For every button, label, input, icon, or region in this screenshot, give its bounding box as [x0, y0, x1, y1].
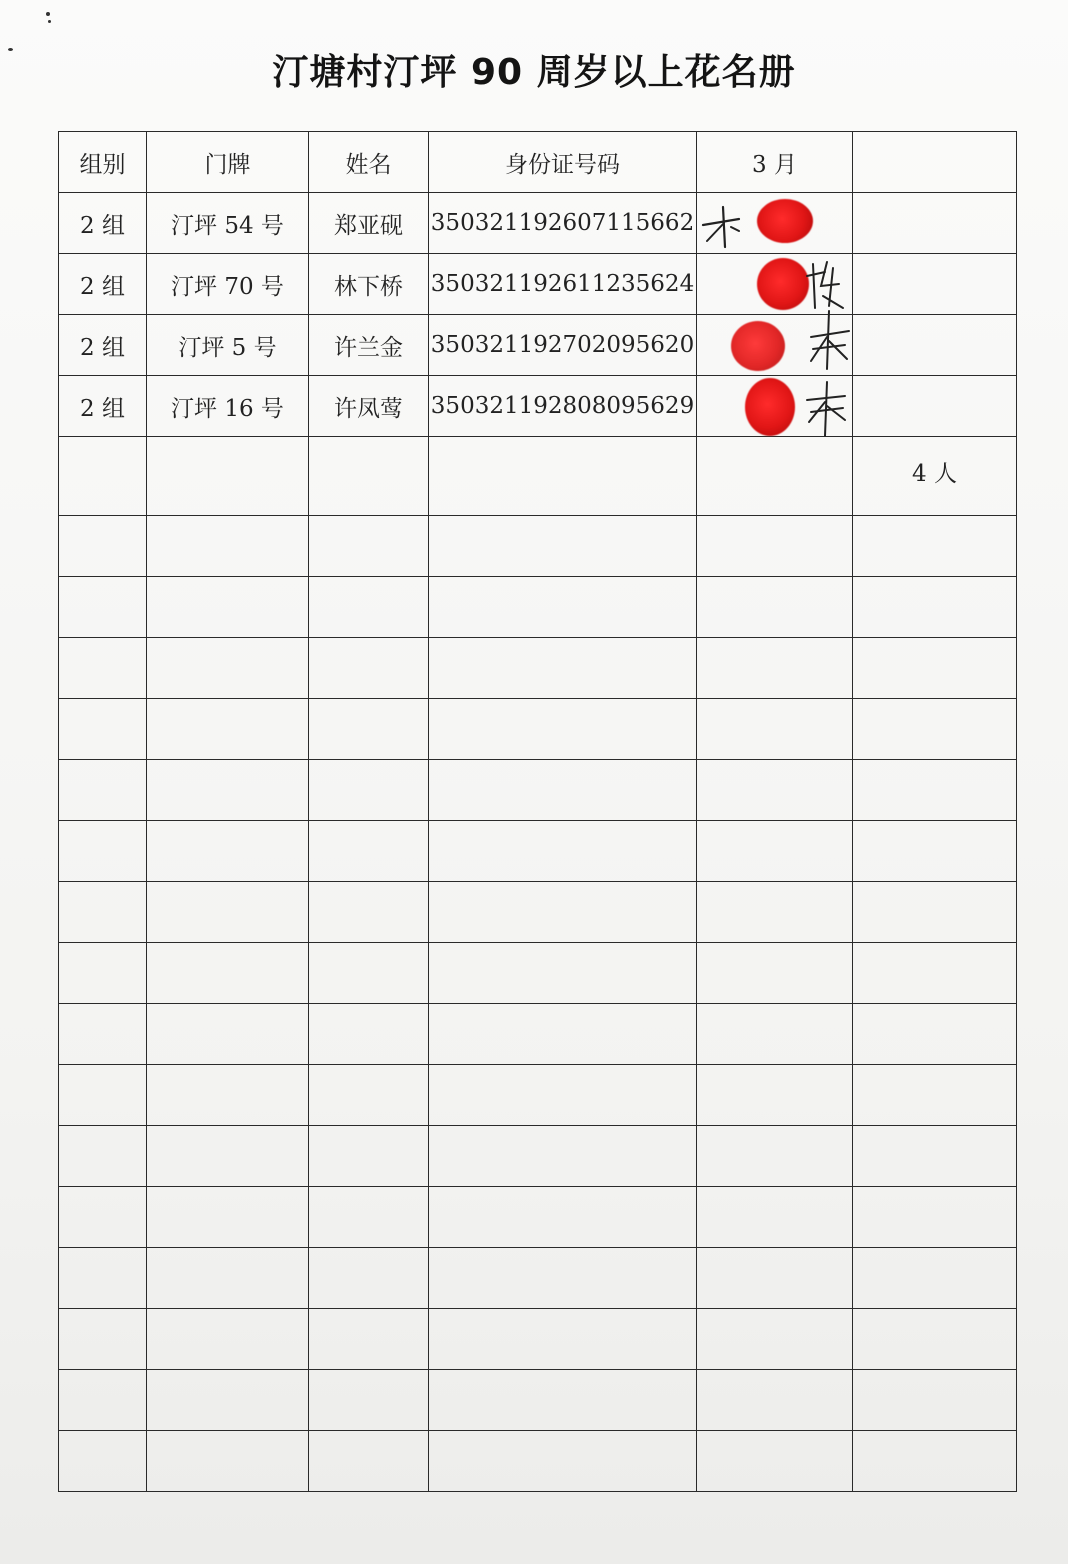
cell-name	[309, 437, 429, 516]
cell-signature	[697, 437, 853, 516]
cell-group	[59, 699, 147, 760]
cell-door	[147, 821, 309, 882]
cell-name	[309, 1126, 429, 1187]
cell-extra	[853, 315, 1017, 376]
handwritten-signature	[805, 307, 855, 373]
table-row	[59, 376, 1017, 437]
cell-id-number	[429, 577, 697, 638]
cell-name	[309, 1065, 429, 1126]
roster-table	[58, 131, 1017, 1492]
cell-group	[59, 638, 147, 699]
cell-door: 汀坪 5 号	[147, 315, 309, 376]
cell-name	[309, 1248, 429, 1309]
cell-group	[59, 1126, 147, 1187]
header-door: 门牌	[147, 132, 309, 193]
cell-group	[59, 882, 147, 943]
paper-mark	[48, 20, 51, 23]
cell-extra	[853, 577, 1017, 638]
cell-group	[59, 577, 147, 638]
cell-door	[147, 1187, 309, 1248]
cell-signature	[697, 1126, 853, 1187]
cell-extra	[853, 516, 1017, 577]
cell-group	[59, 1370, 147, 1431]
cell-id-number: 350321192607115662	[429, 193, 697, 254]
cell-door	[147, 882, 309, 943]
cell-group	[59, 1065, 147, 1126]
header-name: 姓名	[309, 132, 429, 193]
cell-door: 汀坪 16 号	[147, 376, 309, 437]
table-row	[59, 437, 1017, 516]
cell-id-number	[429, 1370, 697, 1431]
table-row	[59, 516, 1017, 577]
table-row	[59, 882, 1017, 943]
cell-signature	[697, 699, 853, 760]
cell-signature	[697, 577, 853, 638]
cell-name	[309, 821, 429, 882]
cell-group	[59, 760, 147, 821]
cell-id-number	[429, 1004, 697, 1065]
cell-name	[309, 577, 429, 638]
page-title: 汀塘村汀坪 90 周岁以上花名册	[272, 52, 796, 93]
cell-extra	[853, 376, 1017, 437]
cell-door	[147, 437, 309, 516]
cell-signature	[697, 1004, 853, 1065]
cell-extra	[853, 1126, 1017, 1187]
handwritten-signature	[801, 378, 851, 438]
table-row	[59, 577, 1017, 638]
cell-name	[309, 760, 429, 821]
cell-extra	[853, 1370, 1017, 1431]
table-row	[59, 1431, 1017, 1492]
cell-extra	[853, 1431, 1017, 1492]
cell-signature	[697, 1248, 853, 1309]
table-row	[59, 760, 1017, 821]
cell-id-number	[429, 821, 697, 882]
cell-door	[147, 1004, 309, 1065]
header-month: 3 月	[697, 132, 853, 193]
table-row	[59, 315, 1017, 376]
cell-id-number: 350321192611235624	[429, 254, 697, 315]
table-row	[59, 1248, 1017, 1309]
cell-door	[147, 1431, 309, 1492]
cell-name	[309, 1004, 429, 1065]
cell-name: 郑亚砚	[309, 193, 429, 254]
cell-door	[147, 516, 309, 577]
cell-id-number	[429, 638, 697, 699]
cell-extra	[853, 1309, 1017, 1370]
cell-door	[147, 1126, 309, 1187]
cell-extra	[853, 1004, 1017, 1065]
cell-signature	[697, 760, 853, 821]
cell-extra	[853, 1187, 1017, 1248]
cell-door	[147, 943, 309, 1004]
cell-name: 许凤莺	[309, 376, 429, 437]
table-row	[59, 1065, 1017, 1126]
cell-group: 2 组	[59, 315, 147, 376]
cell-signature	[697, 821, 853, 882]
table-row	[59, 193, 1017, 254]
cell-signature	[697, 1309, 853, 1370]
cell-signature	[697, 254, 853, 315]
fingerprint-icon	[757, 199, 813, 243]
cell-signature	[697, 193, 853, 254]
table-row	[59, 1004, 1017, 1065]
table-row	[59, 943, 1017, 1004]
cell-signature	[697, 882, 853, 943]
cell-extra	[853, 882, 1017, 943]
cell-door	[147, 760, 309, 821]
cell-group	[59, 943, 147, 1004]
cell-id-number: 350321192808095629	[429, 376, 697, 437]
cell-id-number	[429, 437, 697, 516]
cell-extra	[853, 699, 1017, 760]
table-row	[59, 1370, 1017, 1431]
cell-extra	[853, 254, 1017, 315]
cell-extra	[853, 1248, 1017, 1309]
cell-group	[59, 1248, 147, 1309]
table-row	[59, 699, 1017, 760]
cell-extra	[853, 638, 1017, 699]
cell-name	[309, 699, 429, 760]
header-extra	[853, 132, 1017, 193]
cell-group	[59, 1309, 147, 1370]
cell-signature	[697, 1370, 853, 1431]
cell-extra	[853, 821, 1017, 882]
cell-extra	[853, 760, 1017, 821]
cell-id-number	[429, 1065, 697, 1126]
cell-id-number	[429, 1187, 697, 1248]
header-id-number: 身份证号码	[429, 132, 697, 193]
cell-door: 汀坪 70 号	[147, 254, 309, 315]
cell-id-number	[429, 1126, 697, 1187]
table-row	[59, 254, 1017, 315]
cell-id-number	[429, 943, 697, 1004]
paper-mark	[46, 12, 50, 16]
cell-id-number	[429, 516, 697, 577]
cell-name	[309, 943, 429, 1004]
cell-name	[309, 1309, 429, 1370]
cell-group	[59, 516, 147, 577]
fingerprint-icon	[745, 378, 795, 436]
table-header-row	[59, 132, 1017, 193]
cell-name	[309, 1431, 429, 1492]
cell-id-number	[429, 760, 697, 821]
cell-group	[59, 1004, 147, 1065]
cell-id-number	[429, 1309, 697, 1370]
cell-group	[59, 1431, 147, 1492]
cell-door	[147, 1065, 309, 1126]
cell-extra	[853, 943, 1017, 1004]
cell-door	[147, 638, 309, 699]
cell-signature	[697, 1431, 853, 1492]
cell-signature	[697, 376, 853, 437]
cell-name	[309, 882, 429, 943]
cell-name	[309, 1187, 429, 1248]
cell-name	[309, 638, 429, 699]
fingerprint-icon	[757, 258, 809, 310]
cell-id-number: 350321192702095620	[429, 315, 697, 376]
table-row	[59, 1309, 1017, 1370]
table-row	[59, 821, 1017, 882]
handwritten-signature	[699, 201, 759, 251]
cell-group: 2 组	[59, 376, 147, 437]
cell-name: 许兰金	[309, 315, 429, 376]
cell-group	[59, 821, 147, 882]
cell-door	[147, 1309, 309, 1370]
cell-extra	[853, 193, 1017, 254]
cell-id-number	[429, 1431, 697, 1492]
cell-group	[59, 437, 147, 516]
cell-signature	[697, 1187, 853, 1248]
cell-group: 2 组	[59, 193, 147, 254]
table-row	[59, 638, 1017, 699]
cell-id-number	[429, 1248, 697, 1309]
cell-group	[59, 1187, 147, 1248]
cell-door	[147, 1248, 309, 1309]
cell-extra	[853, 1065, 1017, 1126]
cell-signature	[697, 1065, 853, 1126]
handwritten-signature	[803, 256, 849, 314]
fingerprint-icon	[731, 321, 785, 371]
total-count: 4 人	[853, 437, 1017, 516]
cell-signature	[697, 943, 853, 1004]
cell-door	[147, 699, 309, 760]
cell-group: 2 组	[59, 254, 147, 315]
header-group: 组别	[59, 132, 147, 193]
cell-signature	[697, 315, 853, 376]
cell-id-number	[429, 882, 697, 943]
cell-door	[147, 577, 309, 638]
table-row	[59, 1187, 1017, 1248]
cell-door	[147, 1370, 309, 1431]
cell-name	[309, 516, 429, 577]
cell-name: 林下桥	[309, 254, 429, 315]
cell-id-number	[429, 699, 697, 760]
cell-signature	[697, 516, 853, 577]
cell-signature	[697, 638, 853, 699]
cell-name	[309, 1370, 429, 1431]
cell-door: 汀坪 54 号	[147, 193, 309, 254]
table-row	[59, 1126, 1017, 1187]
